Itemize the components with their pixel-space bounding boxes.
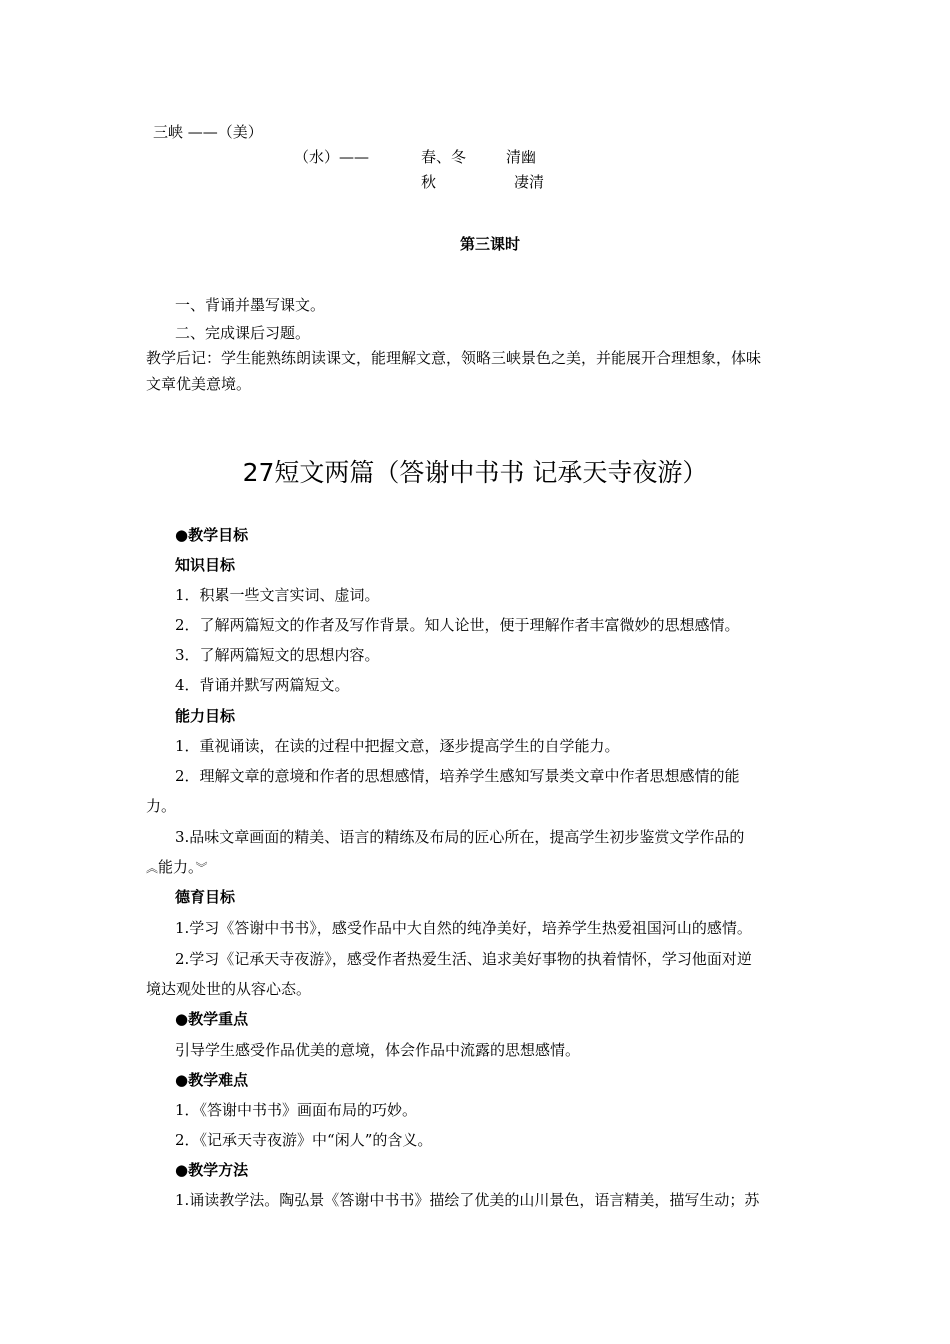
focus-heading: ●教学重点 bbox=[175, 1010, 249, 1028]
difficulty-item-2: 2．《记承天寺夜游》中“闲人”的含义。 bbox=[175, 1131, 433, 1149]
corner-mark-left: ︽ bbox=[146, 861, 159, 875]
corner-mark-right: ︾ bbox=[195, 861, 208, 875]
lesson-step-1: 一、背诵并墨写课文。 bbox=[175, 296, 326, 314]
diagram-mood-desolate: 凄清 bbox=[514, 173, 545, 191]
moral-item-2-line-2: 境达观处世的从容心态。 bbox=[146, 980, 312, 998]
ability-heading: 能力目标 bbox=[175, 707, 236, 725]
diagram-row-three-gorges: 三峡 ——（美） bbox=[153, 123, 263, 141]
objectives-heading: ●教学目标 bbox=[175, 526, 249, 544]
teaching-postscript-line-2: 文章优美意境。 bbox=[146, 375, 252, 393]
difficulty-heading: ●教学难点 bbox=[175, 1071, 249, 1089]
diagram-water-label: （水）—— bbox=[294, 148, 370, 166]
moral-item-1: 1.学习《答谢中书书》，感受作品中大自然的纯净美好，培养学生热爱祖国河山的感情。 bbox=[175, 919, 752, 937]
diagram-season-autumn: 秋 bbox=[421, 173, 437, 191]
teaching-postscript-line-1: 教学后记：学生能熟练朗读课文，能理解文意，领略三峡景色之美，并能展开合理想象，体味 bbox=[146, 349, 762, 367]
diagram-season-spring-winter: 春、冬 bbox=[421, 148, 467, 166]
moral-item-2-line-1: 2.学习《记承天寺夜游》，感受作者热爱生活、追求美好事物的执着情怀，学习他面对逆 bbox=[175, 950, 752, 968]
knowledge-item-4: 4．背诵并默写两篇短文。 bbox=[175, 676, 350, 694]
moral-heading: 德育目标 bbox=[175, 888, 236, 906]
knowledge-item-3: 3．了解两篇短文的思想内容。 bbox=[175, 646, 380, 664]
method-item-1: 1.诵读教学法。陶弘景《答谢中书书》描绘了优美的山川景色，语言精美，描写生动；苏 bbox=[175, 1191, 760, 1209]
ability-item-3-tail: 能力。 bbox=[158, 858, 196, 876]
diagram-mood-quiet: 清幽 bbox=[506, 148, 537, 166]
lesson-step-2: 二、完成课后习题。 bbox=[175, 324, 311, 342]
ability-item-3-line-1: 3.品味文章画面的精美、语言的精练及布局的匠心所在，提高学生初步鉴赏文学作品的 bbox=[175, 828, 745, 846]
ability-item-2-line-1: 2．理解文章的意境和作者的思想感情，培养学生感知写景类文章中作者思想感情的能 bbox=[175, 767, 740, 785]
knowledge-item-1: 1．积累一些文言实词、虚词。 bbox=[175, 586, 380, 604]
knowledge-item-2: 2．了解两篇短文的作者及写作背景。知人论世，便于理解作者丰富微妙的思想感情。 bbox=[175, 616, 740, 634]
method-heading: ●教学方法 bbox=[175, 1161, 249, 1179]
ability-item-1: 1．重视诵读，在读的过程中把握文意，逐步提高学生的自学能力。 bbox=[175, 737, 620, 755]
ability-item-2-line-2: 力。 bbox=[146, 797, 177, 815]
focus-text: 引导学生感受作品优美的意境，体会作品中流露的思想感情。 bbox=[175, 1041, 581, 1059]
chapter-title: 27短文两篇（答谢中书书 记承天寺夜游） bbox=[242, 458, 708, 487]
difficulty-item-1: 1．《答谢中书书》画面布局的巧妙。 bbox=[175, 1101, 418, 1119]
knowledge-heading: 知识目标 bbox=[175, 556, 236, 574]
lesson-heading: 第三课时 bbox=[459, 235, 520, 253]
ability-item-3-line-2 bbox=[146, 860, 208, 875]
